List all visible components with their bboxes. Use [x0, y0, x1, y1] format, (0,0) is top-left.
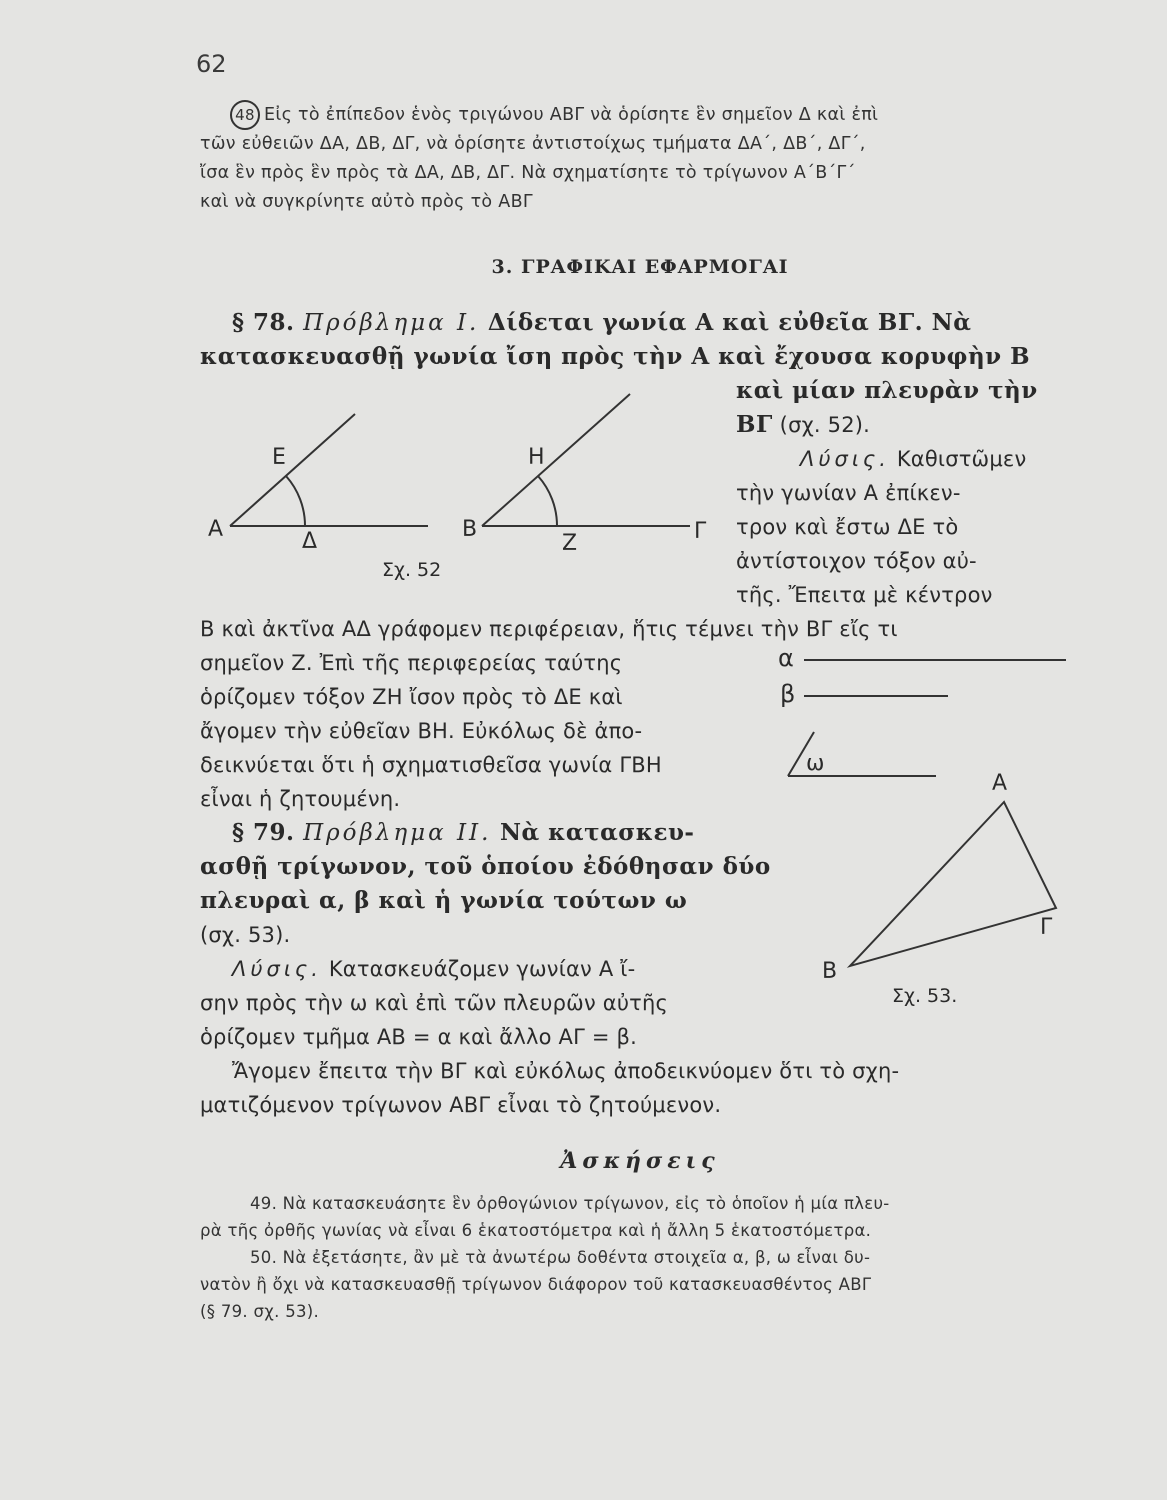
problem-78-line: τὴν γωνίαν Α ἐπίκεν-	[736, 481, 961, 505]
exercise-48-line: Εἰς τὸ ἐπίπεδον ἑνὸς τριγώνου ΑΒΓ νὰ ὁρίσητε ἓν σημεῖον Δ καὶ ἐπὶ	[264, 105, 879, 125]
exercise-line: 49. Νὰ κατασκευάσητε ἓν ὀρθογώνιον τρίγωνον, εἰς τὸ ὁποῖον ἡ μία πλευ-	[250, 1194, 890, 1213]
fig52-caption: Σχ. 52	[382, 559, 442, 581]
fig52-arc-zh	[538, 476, 557, 526]
problem-79-line: ασθῇ τρίγωνον, τοῦ ὁποίου ἐδόθησαν δύο	[200, 853, 771, 880]
fig53-label: Α	[992, 771, 1008, 796]
problem-79-section: § 79.	[232, 819, 295, 846]
fig52-label: Δ	[302, 529, 318, 554]
fig52-label: Ζ	[562, 531, 578, 556]
problem-78-label: Πρόβλημα Ι.	[303, 310, 480, 336]
exercise-48-line: τῶν εὐθειῶν ΔΑ, ΔΒ, ΔΓ, νὰ ὁρίσητε ἀντιστοίχως τμήματα ΔΑ΄, ΔΒ΄, ΔΓ΄,	[200, 134, 866, 154]
problem-78-line: ἀντίστοιχον τόξον αὐ-	[736, 549, 977, 573]
problem-79-line: ὁρίζομεν τμῆμα ΑΒ = α καὶ ἄλλο ΑΓ = β.	[200, 1025, 638, 1049]
problem-78-line: τῆς. Ἔπειτα μὲ κέντρον	[736, 583, 993, 607]
fig52-ray-b-slanted	[482, 394, 630, 526]
problem-78-heading	[232, 306, 971, 340]
exercise-line: ρὰ τῆς ὀρθῆς γωνίας νὰ εἶναι 6 ἑκατοστόμετρα καὶ ἡ ἄλλη 5 ἑκατοστόμετρα.	[200, 1221, 872, 1240]
problem-79-line: Ἄγομεν ἔπειτα τὴν ΒΓ καὶ εὐκόλως ἀποδεικνύομεν ὅτι τὸ σχη-	[232, 1059, 900, 1083]
figure-53	[770, 640, 1080, 1010]
problem-78-line: σημεῖον Ζ. Ἐπὶ τῆς περιφερείας ταύτης	[200, 651, 623, 675]
fig52-label: Ε	[272, 445, 286, 470]
fig52-label: Β	[462, 517, 478, 542]
problem-78-line: ΒΓ (σχ. 52).	[736, 411, 871, 438]
problem-78-statement: Δίδεται γωνία Α καὶ εὐθεῖα ΒΓ. Νὰ	[487, 309, 972, 336]
problem-78-line: ἄγομεν τὴν εὐθεῖαν ΒΗ. Εὐκόλως δὲ ἀπο-	[200, 719, 643, 743]
exercise-number-circled: 48	[230, 100, 260, 130]
fig52-label: Α	[208, 517, 224, 542]
fig52-label: Γ	[694, 519, 707, 544]
exercise-line: 50. Νὰ ἐξετάσητε, ἂν μὲ τὰ ἀνωτέρω δοθέντα στοιχεῖα α, β, ω εἶναι δυ-	[250, 1248, 871, 1267]
fig53-triangle-abg	[850, 802, 1056, 966]
exercise-48-line: καὶ νὰ συγκρίνητε αὐτὸ πρὸς τὸ ΑΒΓ	[200, 192, 533, 212]
solution-label: Λύσις.	[232, 957, 322, 981]
problem-78-solution-start: Λύσις. Καθιστῶμεν	[800, 447, 1027, 471]
problem-79-heading	[232, 816, 694, 850]
problem-79-label: Πρόβλημα ΙΙ.	[303, 820, 492, 846]
problem-79-line: ματιζόμενον τρίγωνον ΑΒΓ εἶναι τὸ ζητούμενον.	[200, 1093, 722, 1117]
fig53-label: Γ	[1040, 915, 1053, 940]
exercises-list	[200, 1190, 890, 1325]
problem-79-statement: Νὰ κατασκευ-	[499, 819, 695, 846]
problem-79-line: σην πρὸς τὴν ω καὶ ἐπὶ τῶν πλευρῶν αὐτῆς	[200, 991, 669, 1015]
fig53-label-beta: β	[780, 680, 796, 708]
exercises-title: Ἀσκήσεις	[560, 1148, 720, 1174]
problem-78-line: ὁρίζομεν τόξον ΖΗ ἴσον πρὸς τὸ ΔΕ καὶ	[200, 685, 623, 709]
fig53-caption: Σχ. 53.	[892, 985, 958, 1007]
problem-78-line: εἶναι ἡ ζητουμένη.	[200, 787, 401, 811]
exercise-line: νατὸν ἢ ὄχι νὰ κατασκευασθῇ τρίγωνον διάφορον τοῦ κατασκευασθέντος ΑΒΓ	[200, 1275, 872, 1294]
problem-78-line: κατασκευασθῇ γωνία ἴση πρὸς τὴν Α καὶ ἔχουσα κορυφὴν Β	[200, 343, 1031, 370]
problem-78-line: καὶ μίαν πλευρὰν τὴν	[736, 377, 1038, 404]
problem-78-line: τρον καὶ ἔστω ΔΕ τὸ	[736, 515, 959, 539]
solution-label: Λύσις.	[800, 447, 890, 471]
exercise-48	[200, 100, 1080, 217]
fig53-label-omega: ω	[806, 751, 825, 776]
fig52-ray-a-slanted	[230, 414, 355, 526]
problem-78-line: Β καὶ ἀκτῖνα ΑΔ γράφομεν περιφέρειαν, ἥτις τέμνει τὴν ΒΓ εἴς τι	[200, 617, 898, 641]
exercise-line: (§ 79. σχ. 53).	[200, 1302, 320, 1321]
section-title: 3. ΓΡΑΦΙΚΑΙ ΕΦΑΡΜΟΓΑΙ	[491, 256, 789, 278]
figure-52	[200, 390, 730, 590]
problem-79-line: (σχ. 53).	[200, 923, 291, 947]
problem-78-segment: ΒΓ	[736, 411, 773, 438]
fig52-label: Η	[528, 445, 545, 470]
problem-78-line: δεικνύεται ὅτι ἡ σχηματισθεῖσα γωνία ΓΒΗ	[200, 753, 662, 777]
problem-79-solution-start: Λύσις. Κατασκευάζομεν γωνίαν Α ἴ-	[232, 957, 636, 981]
page-number: 62	[196, 50, 227, 78]
problem-79-line: πλευραὶ α, β καὶ ἡ γωνία τούτων ω	[200, 887, 688, 914]
problem-78-section: § 78.	[232, 309, 295, 336]
fig52-arc-de	[286, 476, 305, 526]
fig53-label-alpha: α	[778, 644, 794, 672]
exercise-48-line: ἴσα ἓν πρὸς ἓν πρὸς τὰ ΔΑ, ΔΒ, ΔΓ. Νὰ σχηματίσητε τὸ τρίγωνον Α΄Β΄Γ΄	[200, 163, 856, 183]
fig53-label: Β	[822, 959, 838, 984]
